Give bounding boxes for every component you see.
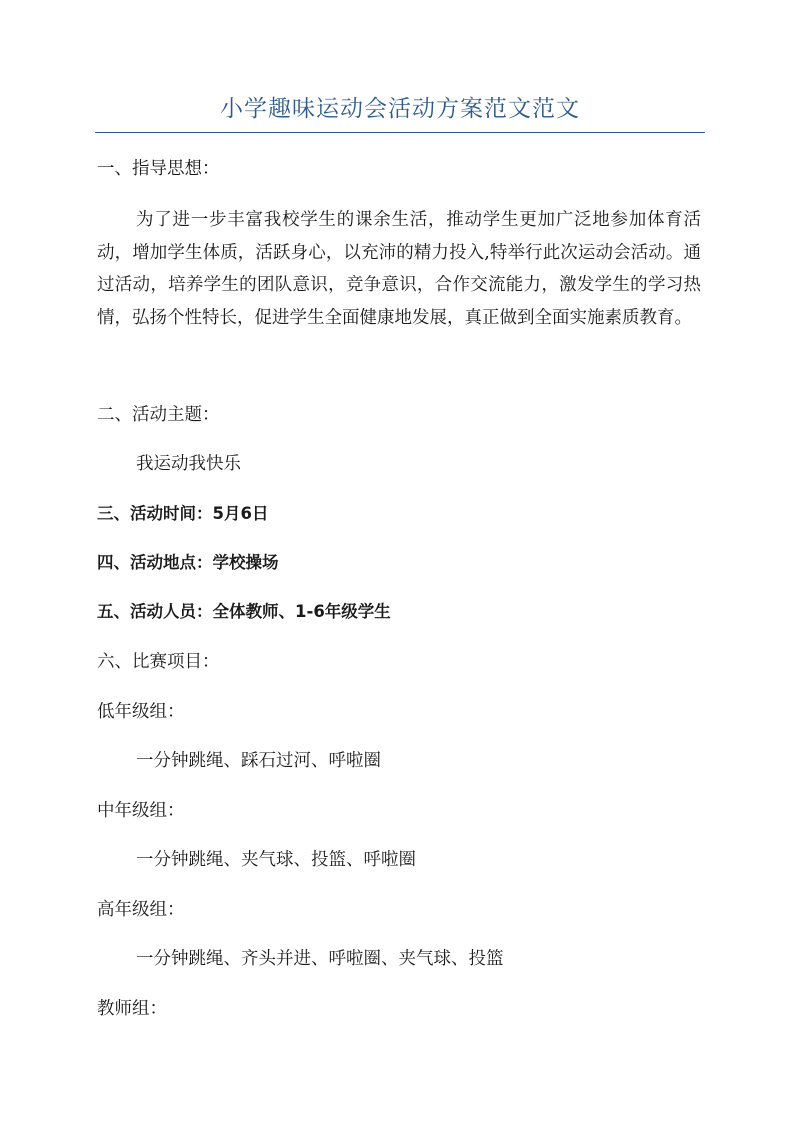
guiding-paragraph: 为了进一步丰富我校学生的课余生活，推动学生更加广泛地参加体育活动，增加学生体质，活跃身心，以充沛的精力投入,特举行此次运动会活动。通过活动，培养学生的团队意识，竞争意识，合作交流能力，激发学生的学习热情，弘扬个性特长，促进学生全面健康地发展，真正做到全面实施素质教育。	[97, 210, 701, 329]
time-line: 三、活动时间：5月6日	[97, 504, 269, 523]
mid-grade-label: 中年级组：	[97, 801, 185, 821]
mid-grade-events: 一分钟跳绳、夹气球、投篮、呼啦圈	[136, 850, 416, 870]
low-grade-events: 一分钟跳绳、踩石过河、呼啦圈	[136, 751, 381, 771]
events-heading: 六、比赛项目：	[97, 652, 220, 672]
theme-value: 我运动我快乐	[136, 454, 241, 474]
document-title: 小学趣味运动会活动方案范文范文	[220, 96, 580, 122]
teacher-label: 教师组：	[97, 999, 167, 1019]
guiding-heading: 一、指导思想：	[97, 159, 220, 179]
high-grade-events: 一分钟跳绳、齐头并进、呼啦圈、夹气球、投篮	[136, 949, 504, 969]
personnel-line: 五、活动人员：全体教师、1-6年级学生	[97, 602, 391, 621]
title-underline	[95, 132, 705, 133]
location-line: 四、活动地点：学校操场	[97, 553, 279, 572]
theme-heading: 二、活动主题：	[97, 405, 220, 425]
low-grade-label: 低年级组：	[97, 702, 185, 722]
high-grade-label: 高年级组：	[97, 900, 185, 920]
